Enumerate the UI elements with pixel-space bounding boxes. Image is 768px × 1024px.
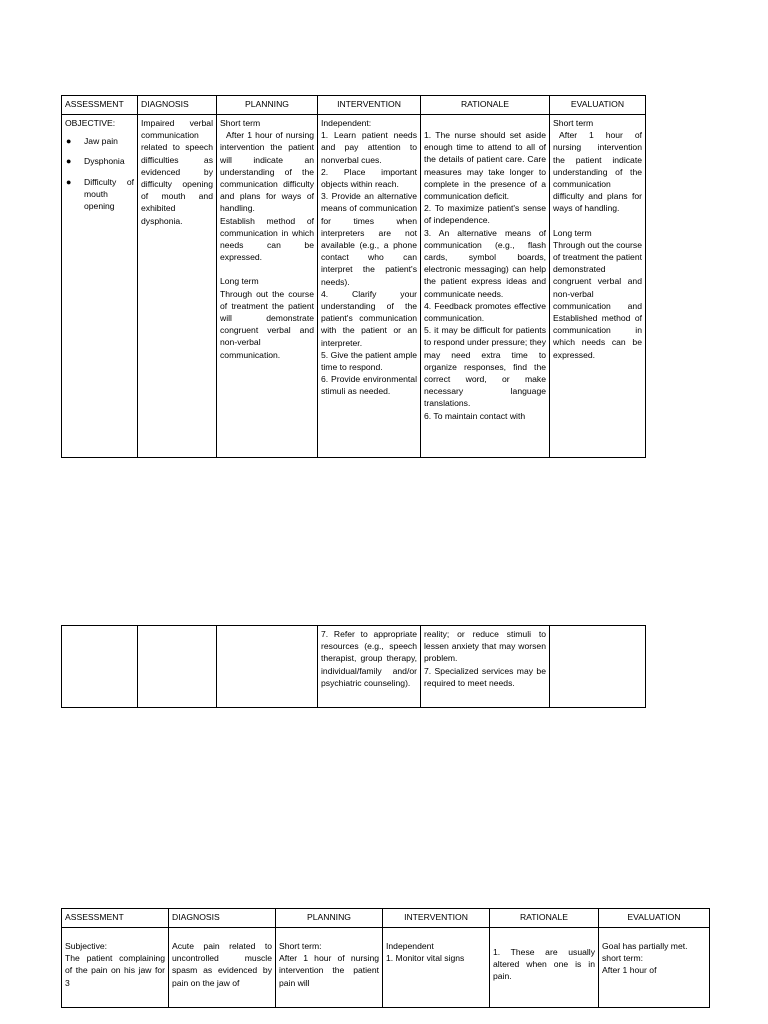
header-rationale: RATIONALE [421, 96, 550, 115]
evaluation-cell [599, 928, 710, 1008]
planning-short-text: After 1 hour of nursing intervention the patient will indicate an understanding of the communication difficulty and plans for ways of handling. [220, 130, 314, 214]
table-header-row [62, 909, 710, 928]
assessment-label: Subjective: [65, 941, 108, 951]
rationale-cell [421, 626, 550, 708]
care-plan-table-2 [61, 625, 646, 708]
diagnosis-cell: Impaired verbal communication related to speech difficulties as evidenced by difficulty opening of mouth and exhibited dysphonia. [138, 115, 217, 458]
evaluation-short-label: Short term [553, 118, 594, 128]
evaluation-text-2: After 1 hour of [602, 965, 657, 976]
planning-long-text: Through out the course of treatment the patient will demonstrate congruent verbal and non-verbal communication. [220, 288, 314, 360]
intervention-item: 6. Provide environmental stimuli as needed. [321, 374, 417, 397]
intervention-item: 1. Monitor vital signs [386, 953, 465, 964]
intervention-item: 5. Give the patient ample time to respond. [321, 349, 417, 373]
header-evaluation: EVALUATION [550, 96, 646, 115]
rationale-item: 2. To maximize patient's sense of independence. [424, 203, 546, 226]
assessment-label: OBJECTIVE: [65, 118, 116, 128]
header-diagnosis: DIAGNOSIS [138, 96, 217, 115]
rationale-item: reality; or reduce stimuli to lessen anxiety that may worsen problem. [424, 629, 546, 664]
planning-short-label: Short term [220, 118, 261, 128]
list-item: ● Dysphonia [65, 155, 134, 167]
assessment-list [65, 135, 134, 212]
header-diagnosis: DIAGNOSIS [169, 909, 276, 928]
planning-cell [276, 928, 383, 1008]
evaluation-long-label: Long term [553, 227, 592, 238]
planning-text: After 1 hour of nursing intervention the patient pain will [279, 953, 379, 988]
header-intervention: INTERVENTION [383, 909, 490, 928]
planning-cell [217, 115, 318, 458]
intervention-item: 1. Learn patient needs and pay attention to nonverbal cues. [321, 130, 417, 165]
table-row [62, 928, 710, 1008]
header-assessment: ASSESSMENT [62, 96, 138, 115]
intervention-item: 2. Place important objects within reach. [321, 166, 417, 190]
intervention-cell [318, 115, 421, 458]
list-item: ● Difficulty of mouth opening [65, 176, 134, 213]
intervention-item: 4. Clarify your understanding of the patient's communication with the patient or an interpreter. [321, 288, 417, 348]
assessment-cell [62, 928, 169, 1008]
planning-long-label: Long term [220, 276, 259, 287]
header-planning: PLANNING [276, 909, 383, 928]
diagnosis-cell: Acute pain related to uncontrolled muscle spasm as evidenced by pain on the jaw of [169, 928, 276, 1008]
intervention-label: Independent: [321, 118, 372, 128]
evaluation-short-text: After 1 hour of nursing intervention the patient indicate understanding of the communication difficulty and plans for ways of handling. [553, 130, 642, 214]
rationale-item: 4. Feedback promotes effective communication. [424, 300, 546, 324]
intervention-cell [383, 928, 490, 1008]
care-plan-table-3 [61, 908, 710, 1008]
planning-cell [217, 626, 318, 708]
rationale-item: 3. An alternative means of communication (e.g., flash cards, symbol boards, electronic messaging) can help the patient express ideas and communicate needs. [424, 227, 546, 299]
header-planning: PLANNING [217, 96, 318, 115]
planning-label: Short term: [279, 941, 322, 951]
assessment-cell [62, 626, 138, 708]
rationale-cell [421, 115, 550, 458]
rationale-item: 7. Specialized services may be required to meet needs. [424, 665, 546, 688]
evaluation-cell [550, 626, 646, 708]
table-row [62, 626, 646, 708]
evaluation-text: Goal has partially met. [602, 941, 688, 951]
header-rationale: RATIONALE [490, 909, 599, 928]
diagnosis-cell [138, 626, 217, 708]
table-header-row [62, 96, 646, 115]
intervention-label: Independent [386, 941, 434, 951]
rationale-item: 1. The nurse should set aside enough time to attend to all of the details of patient care. Care measures may take longer to complete in the presence of a communication deficit. [424, 130, 546, 202]
evaluation-cell [550, 115, 646, 458]
rationale-cell [490, 928, 599, 1008]
assessment-text: The patient complaining of the pain on his jaw for 3 [65, 953, 165, 988]
header-evaluation: EVALUATION [599, 909, 710, 928]
table-row [62, 115, 646, 458]
evaluation-long-text: Through out the course of treatment the patient demonstrated congruent verbal and non-verbal communication and Established method of communication in which needs can be expressed. [553, 239, 642, 360]
intervention-item: 3. Provide an alternative means of communication for times when interpreters are not available (e.g., a phone contact who can interpret the patient's needs). [321, 191, 417, 287]
list-item: ● Jaw pain [65, 135, 134, 147]
intervention-cell: 7. Refer to appropriate resources (e.g., speech therapist, group therapy, individual/family and/or psychiatric counseling). [318, 626, 421, 708]
header-assessment: ASSESSMENT [62, 909, 169, 928]
planning-short-text-2: Establish method of communication in which needs can be expressed. [220, 215, 314, 263]
header-intervention: INTERVENTION [318, 96, 421, 115]
assessment-cell [62, 115, 138, 458]
evaluation-label: short term: [602, 953, 644, 964]
rationale-item: 1. These are usually altered when one is in pain. [493, 947, 595, 982]
care-plan-table-1 [61, 95, 646, 458]
rationale-item: 5. it may be difficult for patients to respond under pressure; they may need extra time to organize responses, find the correct word, or make necessary language translations. [424, 325, 546, 409]
rationale-item: 6. To maintain contact with [424, 410, 526, 421]
